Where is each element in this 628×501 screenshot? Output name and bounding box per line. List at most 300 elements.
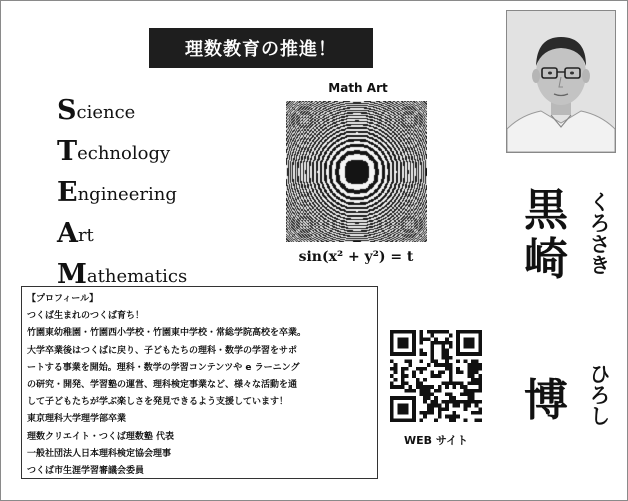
qr-module <box>397 341 401 345</box>
math-art-title: Math Art <box>328 81 388 95</box>
qr-module <box>460 393 464 397</box>
qr-module <box>445 341 449 345</box>
qr-module <box>416 367 420 371</box>
qr-module <box>423 337 427 341</box>
qr-module <box>430 393 434 397</box>
qr-module <box>453 382 457 386</box>
qr-module <box>471 341 475 345</box>
qr-module <box>408 352 412 356</box>
qr-module <box>471 359 475 363</box>
qr-module <box>427 337 431 341</box>
qr-module <box>471 389 475 393</box>
qr-module <box>430 356 434 360</box>
qr-module <box>460 370 464 374</box>
qr-module <box>467 393 471 397</box>
qr-module <box>456 404 460 408</box>
qr-module <box>405 411 409 415</box>
name-given-reading: ひろし <box>587 363 611 426</box>
qr-module <box>390 407 394 411</box>
portrait-photo <box>506 10 616 153</box>
qr-module <box>390 400 394 404</box>
qr-module <box>456 370 460 374</box>
qr-module <box>478 345 482 349</box>
qr-module <box>430 348 434 352</box>
qr-module <box>394 330 398 334</box>
qr-module <box>460 400 464 404</box>
qr-module <box>467 330 471 334</box>
qr-module <box>449 363 453 367</box>
qr-module <box>445 385 449 389</box>
qr-module <box>475 359 479 363</box>
qr-module <box>471 330 475 334</box>
qr-module <box>412 415 416 419</box>
qr-module <box>427 389 431 393</box>
qr-module <box>390 341 394 345</box>
qr-module <box>453 385 457 389</box>
qr-module <box>397 337 401 341</box>
name-given: 博 <box>524 375 568 426</box>
qr-module <box>419 330 423 334</box>
qr-module <box>430 334 434 338</box>
qr-module <box>475 404 479 408</box>
qr-module <box>449 378 453 382</box>
qr-module <box>412 334 416 338</box>
qr-module <box>438 411 442 415</box>
qr-module <box>464 407 468 411</box>
qr-module <box>419 385 423 389</box>
qr-module <box>460 352 464 356</box>
qr-module <box>460 382 464 386</box>
qr-module <box>445 404 449 408</box>
qr-module <box>475 367 479 371</box>
qr-module <box>471 396 475 400</box>
qr-module <box>478 418 482 422</box>
qr-module <box>423 367 427 371</box>
profile-line: 竹園東幼稚園・竹園西小学校・竹園東中学校・常総学院高校を卒業。 <box>27 328 307 339</box>
qr-module <box>423 415 427 419</box>
qr-module <box>434 389 438 393</box>
qr-module <box>394 367 398 371</box>
profile-line: 大学卒業後はつくばに戻り、子どもたちの理科・数学の学習をサポ <box>27 345 298 356</box>
qr-module <box>434 418 438 422</box>
qr-module <box>430 385 434 389</box>
math-art-pattern <box>286 101 427 242</box>
qr-module <box>401 341 405 345</box>
qr-module <box>390 418 394 422</box>
qr-module <box>408 385 412 389</box>
qr-module <box>438 415 442 419</box>
steam-row-engineering <box>57 165 187 206</box>
qr-module <box>394 385 398 389</box>
steam-row-art <box>57 206 187 247</box>
qr-module <box>460 330 464 334</box>
qr-module <box>449 400 453 404</box>
qr-module <box>416 378 420 382</box>
qr-module <box>412 418 416 422</box>
qr-module <box>464 400 468 404</box>
qr-module <box>478 341 482 345</box>
qr-module <box>434 396 438 400</box>
qr-module <box>430 404 434 408</box>
qr-module <box>390 352 394 356</box>
qr-module <box>394 363 398 367</box>
qr-module <box>442 348 446 352</box>
qr-module <box>449 415 453 419</box>
qr-module <box>467 337 471 341</box>
qr-module <box>427 411 431 415</box>
qr-module <box>471 363 475 367</box>
qr-module <box>478 330 482 334</box>
qr-module <box>456 341 460 345</box>
qr-module <box>401 374 405 378</box>
qr-module <box>423 389 427 393</box>
qr-module <box>412 370 416 374</box>
qr-module <box>475 363 479 367</box>
qr-module <box>390 345 394 349</box>
steam-word: cience <box>76 102 136 123</box>
profile-line: 理数クリエイト・つくば理数塾 代表 <box>27 431 174 442</box>
qr-module <box>405 382 409 386</box>
qr-module <box>419 352 423 356</box>
qr-module <box>394 378 398 382</box>
qr-module <box>412 407 416 411</box>
qr-module <box>449 341 453 345</box>
qr-module <box>456 352 460 356</box>
profile-line: つくば生まれのつくば育ち！ <box>27 311 145 322</box>
qr-module <box>445 359 449 363</box>
qr-module <box>456 345 460 349</box>
steam-word: echnology <box>77 143 171 164</box>
qr-module <box>408 396 412 400</box>
qr-module <box>390 404 394 408</box>
qr-module <box>412 374 416 378</box>
qr-module <box>419 337 423 341</box>
qr-module <box>464 393 468 397</box>
qr-module <box>467 382 471 386</box>
qr-module <box>449 393 453 397</box>
web-site-label: WEB サイト <box>403 434 469 447</box>
qr-module <box>456 400 460 404</box>
portrait-image <box>507 11 615 152</box>
qr-module <box>401 407 405 411</box>
qr-module <box>401 404 405 408</box>
qr-module <box>412 389 416 393</box>
qr-module <box>390 382 394 386</box>
qr-module <box>412 411 416 415</box>
qr-module <box>478 334 482 338</box>
qr-module <box>478 389 482 393</box>
qr-module <box>464 359 468 363</box>
qr-module <box>397 418 401 422</box>
qr-module <box>475 370 479 374</box>
qr-module <box>405 367 409 371</box>
qr-module <box>412 330 416 334</box>
qr-module <box>419 370 423 374</box>
qr-module <box>478 400 482 404</box>
qr-module <box>419 359 423 363</box>
qr-module <box>401 330 405 334</box>
qr-module <box>467 400 471 404</box>
qr-module <box>438 370 442 374</box>
qr-module <box>442 407 446 411</box>
qr-module <box>471 411 475 415</box>
qr-module <box>405 404 409 408</box>
qr-module <box>438 341 442 345</box>
qr-module <box>438 404 442 408</box>
qr-module <box>419 418 423 422</box>
qr-module <box>419 393 423 397</box>
qr-module <box>390 374 394 378</box>
qr-module <box>442 352 446 356</box>
profile-line: 東京理科大学理学部卒業 <box>27 414 127 425</box>
math-art-formula: sin(x² + y²) = t <box>298 249 414 265</box>
qr-module <box>423 411 427 415</box>
qr-module <box>434 400 438 404</box>
qr-module <box>449 370 453 374</box>
qr-module <box>412 345 416 349</box>
qr-module <box>442 345 446 349</box>
qr-module <box>401 385 405 389</box>
qr-module <box>478 382 482 386</box>
qr-module <box>478 407 482 411</box>
profile-box <box>21 286 378 479</box>
qr-module <box>442 341 446 345</box>
qr-module <box>397 352 401 356</box>
qr-module <box>397 396 401 400</box>
qr-module <box>390 330 394 334</box>
profile-heading: 【プロフィール】 <box>27 294 99 304</box>
qr-module <box>445 407 449 411</box>
profile-line: 一般社団法人日本理科検定協会理事 <box>27 448 172 459</box>
qr-module <box>412 396 416 400</box>
qr-module <box>394 418 398 422</box>
steam-initial: M <box>57 259 87 290</box>
qr-module <box>464 352 468 356</box>
qr-module <box>438 407 442 411</box>
qr-module <box>423 400 427 404</box>
qr-module <box>471 393 475 397</box>
qr-module <box>405 352 409 356</box>
qr-module <box>478 348 482 352</box>
qr-module <box>401 382 405 386</box>
qr-module <box>475 378 479 382</box>
qr-module <box>434 404 438 408</box>
qr-module <box>475 330 479 334</box>
qr-module <box>449 356 453 360</box>
qr-module <box>397 404 401 408</box>
qr-module <box>453 418 457 422</box>
qr-module <box>471 374 475 378</box>
qr-module <box>475 382 479 386</box>
qr-module <box>475 389 479 393</box>
qr-module <box>456 367 460 371</box>
steam-word: rt <box>77 225 94 246</box>
qr-module <box>430 352 434 356</box>
qr-module <box>478 411 482 415</box>
qr-module <box>405 389 409 393</box>
qr-module <box>456 382 460 386</box>
qr-module <box>464 330 468 334</box>
qr-module <box>445 356 449 360</box>
qr-module <box>434 363 438 367</box>
qr-module <box>471 378 475 382</box>
qr-module <box>464 404 468 408</box>
qr-module <box>453 396 457 400</box>
qr-module <box>456 348 460 352</box>
qr-module <box>419 382 423 386</box>
qr-module <box>430 407 434 411</box>
qr-module <box>449 396 453 400</box>
qr-module <box>423 385 427 389</box>
qr-module <box>401 367 405 371</box>
qr-module <box>394 370 398 374</box>
qr-module <box>445 348 449 352</box>
qr-module <box>394 352 398 356</box>
qr-module <box>478 352 482 356</box>
qr-module <box>401 411 405 415</box>
qr-module <box>405 345 409 349</box>
qr-module <box>405 330 409 334</box>
qr-module <box>467 370 471 374</box>
qr-module <box>405 341 409 345</box>
qr-module <box>471 370 475 374</box>
qr-module <box>412 400 416 404</box>
qr-module <box>456 415 460 419</box>
qr-module <box>456 359 460 363</box>
qr-module <box>401 337 405 341</box>
qr-module <box>390 385 394 389</box>
qr-module <box>467 341 471 345</box>
qr-module <box>419 389 423 393</box>
qr-module <box>405 396 409 400</box>
qr-module <box>390 348 394 352</box>
qr-module <box>453 400 457 404</box>
profile-line: の研究・開発、学習塾の運営、理科検定事業など、様々な活動を通 <box>27 380 298 391</box>
qr-module <box>475 411 479 415</box>
qr-module <box>427 363 431 367</box>
profile-line: して子どもたちが学ぶ楽しさを発見できるよう支援しています！ <box>27 397 289 408</box>
qr-module <box>390 359 394 363</box>
qr-module <box>412 341 416 345</box>
qr-module <box>449 367 453 371</box>
qr-module <box>442 382 446 386</box>
qr-module <box>467 389 471 393</box>
qr-module <box>438 363 442 367</box>
qr-module <box>434 374 438 378</box>
qr-module <box>390 411 394 415</box>
steam-initial: T <box>57 136 78 167</box>
qr-module <box>408 418 412 422</box>
qr-module <box>445 363 449 367</box>
qr-module <box>471 352 475 356</box>
qr-module <box>453 415 457 419</box>
qr-module <box>397 330 401 334</box>
qr-module <box>445 367 449 371</box>
qr-module <box>423 396 427 400</box>
qr-module <box>445 393 449 397</box>
name-family-char-1: 黒 <box>524 185 568 236</box>
qr-module <box>419 367 423 371</box>
qr-module <box>423 352 427 356</box>
qr-module <box>467 396 471 400</box>
qr-module <box>478 363 482 367</box>
qr-module <box>397 407 401 411</box>
banner-title: 理数教育の推進！ <box>149 28 373 68</box>
qr-module <box>442 370 446 374</box>
qr-module <box>471 337 475 341</box>
qr-module <box>442 330 446 334</box>
qr-module <box>467 352 471 356</box>
qr-code[interactable] <box>390 330 482 422</box>
qr-module <box>464 389 468 393</box>
qr-module <box>412 352 416 356</box>
qr-module <box>405 337 409 341</box>
qr-module <box>401 345 405 349</box>
qr-module <box>471 345 475 349</box>
qr-module <box>475 400 479 404</box>
qr-module <box>478 367 482 371</box>
qr-module <box>478 385 482 389</box>
qr-module <box>405 374 409 378</box>
steam-word: athematics <box>86 266 188 287</box>
qr-module <box>445 382 449 386</box>
qr-module <box>438 389 442 393</box>
qr-module <box>408 363 412 367</box>
qr-module <box>401 370 405 374</box>
qr-module <box>427 404 431 408</box>
name-family-char-2: 崎 <box>524 234 568 285</box>
qr-module <box>412 404 416 408</box>
qr-module <box>438 374 442 378</box>
qr-module <box>401 418 405 422</box>
qr-module <box>449 374 453 378</box>
qr-module <box>423 393 427 397</box>
qr-module <box>401 396 405 400</box>
qr-module <box>438 385 442 389</box>
qr-module <box>453 411 457 415</box>
qr-module <box>434 337 438 341</box>
steam-row-science <box>57 83 187 124</box>
qr-module <box>405 407 409 411</box>
qr-module <box>430 345 434 349</box>
qr-module <box>427 330 431 334</box>
qr-module <box>390 396 394 400</box>
qr-module <box>430 370 434 374</box>
qr-module <box>442 400 446 404</box>
qr-module <box>408 330 412 334</box>
qr-module <box>438 330 442 334</box>
steam-initial: A <box>57 218 78 249</box>
qr-module <box>449 345 453 349</box>
qr-module <box>464 337 468 341</box>
qr-module <box>419 348 423 352</box>
qr-module <box>478 374 482 378</box>
qr-module <box>464 385 468 389</box>
qr-module <box>390 334 394 338</box>
qr-module <box>445 352 449 356</box>
qr-module <box>456 330 460 334</box>
qr-module <box>427 396 431 400</box>
qr-module <box>456 334 460 338</box>
qr-module <box>464 418 468 422</box>
steam-list <box>57 83 187 288</box>
steam-row-mathematics <box>57 247 187 288</box>
qr-module <box>475 352 479 356</box>
profile-line: ートする事業を開始。理科・数学の学習コンテンツや e ラーニング <box>27 362 300 373</box>
qr-module <box>445 415 449 419</box>
qr-module <box>464 341 468 345</box>
qr-module <box>478 378 482 382</box>
